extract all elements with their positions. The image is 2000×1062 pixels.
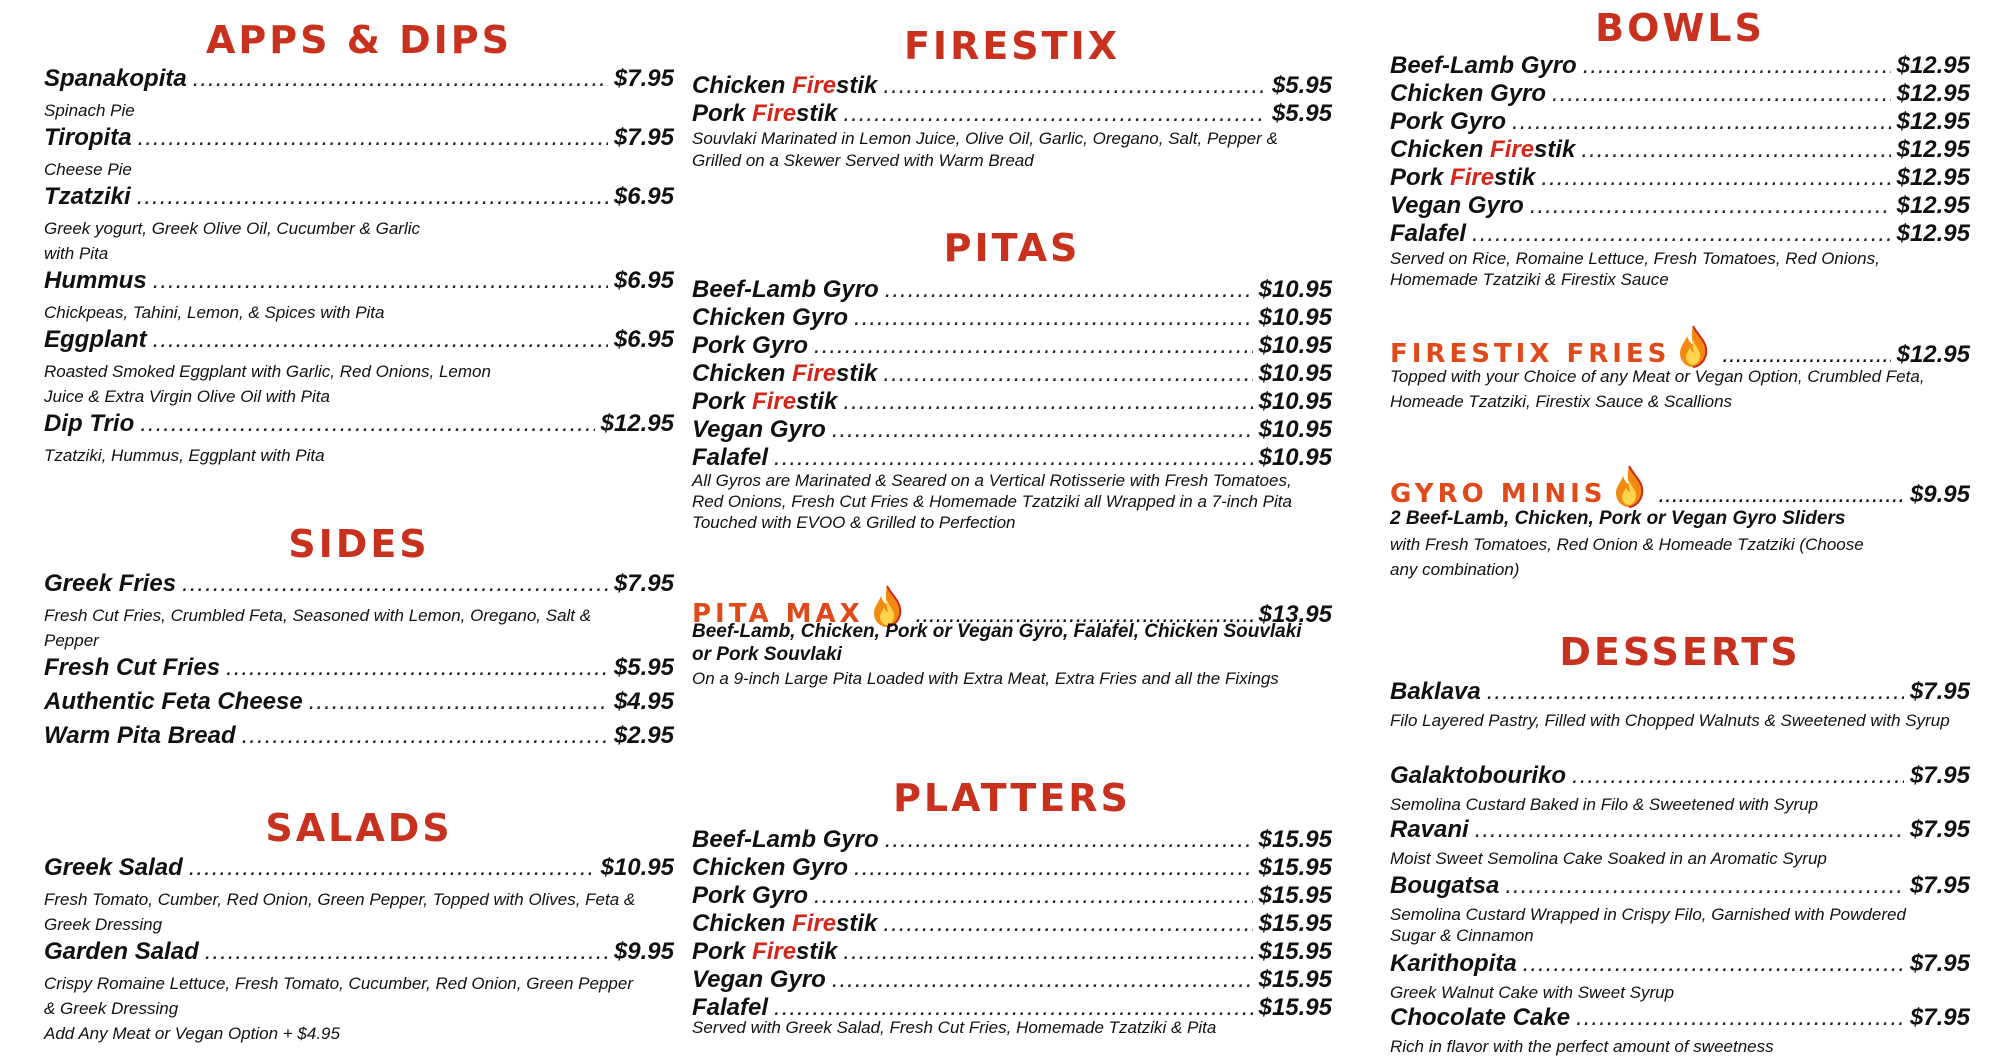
item-description: Semolina Custard Baked in Filo & Sweetened with Syrup [1390, 795, 1819, 814]
item-price: $7.95 [613, 65, 674, 92]
item-name: Dip Trio [44, 410, 135, 437]
section-heading-desserts: DESSERTS [1559, 630, 1801, 674]
section-heading-pitas: PITAS [943, 226, 1081, 270]
item-name: Hummus [44, 267, 147, 294]
special-name: FIRESTIX FRIES [1390, 339, 1671, 369]
item-name: Chocolate Cake [1390, 1004, 1571, 1031]
menu-item [692, 826, 1332, 854]
menu-item [1390, 164, 1970, 192]
special-name: PITA MAX [692, 599, 864, 629]
item-name: Pork Firestik [1390, 164, 1536, 191]
special-price: $9.95 [1909, 481, 1970, 508]
item-name: Garden Salad [44, 938, 199, 965]
item-price: $7.95 [1909, 762, 1970, 789]
menu-item-pork-firestik [692, 100, 1332, 128]
section-heading-platters: PLATTERS [893, 776, 1131, 820]
menu-item [1390, 192, 1970, 220]
item-description: Rich in flavor with the perfect amount of sweetness [1390, 1037, 1774, 1056]
flame-icon [1612, 464, 1646, 508]
leader-dots [242, 722, 608, 750]
item-price: $6.95 [613, 326, 674, 353]
menu-item [692, 444, 1332, 472]
special-description: On a 9-inch Large Pita Loaded with Extra Meat, Extra Fries and all the Fixings [692, 669, 1279, 688]
leader-dots [1658, 481, 1903, 509]
item-name: Chicken Firestik [692, 910, 878, 937]
special-description: with Fresh Tomatoes, Red Onion & Homeade Tzatziki (Choose any combination) [1390, 535, 1864, 579]
menu-item-feta-cheese [44, 688, 674, 716]
column-center [692, 0, 1332, 1062]
item-name: Pork Gyro [1390, 108, 1507, 135]
item-price: $10.95 [1258, 444, 1332, 471]
item-name: Chicken Gyro [1390, 80, 1547, 107]
special-name: GYRO MINIS [1390, 479, 1607, 509]
leader-dots [1530, 192, 1891, 220]
leader-dots [182, 570, 608, 598]
addon-note: Add Any Meat or Vegan Option + $4.95 [44, 1024, 340, 1043]
item-price: $15.95 [1258, 826, 1332, 853]
item-description: Cheese Pie [44, 160, 132, 179]
item-name: Vegan Gyro [692, 966, 826, 993]
item-price: $15.95 [1258, 910, 1332, 937]
item-price: $10.95 [1258, 304, 1332, 331]
leader-dots [1505, 872, 1904, 900]
item-name: Falafel [692, 994, 769, 1021]
section-heading-apps-dips: APPS & DIPS [206, 18, 512, 62]
item-description: Fresh Cut Fries, Crumbled Feta, Seasoned with Lemon, Oregano, Salt & Pepper [44, 606, 592, 650]
menu-item [692, 854, 1332, 882]
item-name: Eggplant [44, 326, 147, 353]
item-name: Chicken Firestik [692, 72, 878, 99]
item-price: $15.95 [1258, 966, 1332, 993]
section-description: Served on Rice, Romaine Lettuce, Fresh Tomatoes, Red Onions, Homemade Tzatziki & Firestix Sauce [1390, 249, 1880, 289]
item-price: $12.95 [1896, 80, 1970, 107]
leader-dots [1541, 164, 1890, 192]
menu-item-greek-fries [44, 570, 674, 598]
item-price: $12.95 [1896, 108, 1970, 135]
menu-item [1390, 80, 1970, 108]
menu-item [1390, 220, 1970, 248]
special-description: Topped with your Choice of any Meat or Vegan Option, Crumbled Feta, Homeade Tzatziki, Firestix Sauce & Scallions [1390, 367, 1925, 411]
leader-dots [854, 304, 1253, 332]
leader-dots [883, 360, 1252, 388]
item-price: $2.95 [613, 722, 674, 749]
leader-dots [843, 388, 1252, 416]
leader-dots [1512, 108, 1891, 136]
leader-dots [883, 910, 1252, 938]
item-name: Bougatsa [1390, 872, 1500, 899]
leader-dots [854, 854, 1253, 882]
leader-dots [153, 326, 608, 354]
menu-item [692, 360, 1332, 388]
menu-item-galaktobouriko [1390, 762, 1970, 790]
item-price: $10.95 [1258, 388, 1332, 415]
section-description: Served with Greek Salad, Fresh Cut Fries, Homemade Tzatziki & Pita [692, 1018, 1217, 1037]
item-description: Crispy Romaine Lettuce, Fresh Tomato, Cucumber, Red Onion, Green Pepper & Greek Dressing [44, 974, 633, 1018]
item-name: Ravani [1390, 816, 1469, 843]
item-name: Vegan Gyro [692, 416, 826, 443]
leader-dots [1487, 678, 1904, 706]
menu-item [692, 304, 1332, 332]
item-name: Karithopita [1390, 950, 1517, 977]
item-name: Chicken Gyro [692, 854, 849, 881]
special-bold-description: 2 Beef-Lamb, Chicken, Pork or Vegan Gyro Sliders [1390, 508, 1846, 529]
menu-item-eggplant [44, 326, 674, 354]
leader-dots [1583, 52, 1891, 80]
item-price: $12.95 [1896, 164, 1970, 191]
section-description: Souvlaki Marinated in Lemon Juice, Olive Oil, Garlic, Oregano, Salt, Pepper & Grilled on a Skewer Served with Warm Bread [692, 129, 1278, 170]
item-price: $15.95 [1258, 994, 1332, 1021]
item-price: $4.95 [613, 688, 674, 715]
leader-dots [1523, 950, 1904, 978]
menu-item [692, 388, 1332, 416]
menu-item-dip-trio [44, 410, 674, 438]
item-description: Filo Layered Pastry, Filled with Chopped Walnuts & Sweetened with Syrup [1390, 711, 1950, 730]
item-price: $7.95 [1909, 950, 1970, 977]
menu-item [692, 966, 1332, 994]
special-gyro-minis [1390, 458, 1970, 509]
item-price: $10.95 [1258, 416, 1332, 443]
item-price: $7.95 [613, 124, 674, 151]
item-name: Falafel [692, 444, 769, 471]
menu-item [1390, 52, 1970, 80]
menu-item-greek-salad [44, 854, 674, 882]
item-price: $7.95 [1909, 678, 1970, 705]
item-name: Beef-Lamb Gyro [1390, 52, 1577, 79]
item-name: Warm Pita Bread [44, 722, 236, 749]
item-name: Pork Gyro [692, 332, 809, 359]
item-description: Tzatziki, Hummus, Eggplant with Pita [44, 446, 325, 465]
special-firestix-fries [1390, 318, 1970, 369]
leader-dots [1572, 762, 1904, 790]
menu-item [1390, 108, 1970, 136]
item-price: $12.95 [600, 410, 674, 437]
leader-dots [226, 654, 608, 682]
menu-item [692, 416, 1332, 444]
item-price: $12.95 [1896, 220, 1970, 247]
item-name: Falafel [1390, 220, 1467, 247]
item-name: Fresh Cut Fries [44, 654, 221, 681]
menu-item-fresh-cut-fries [44, 654, 674, 682]
leader-dots [140, 410, 594, 438]
item-name: Pork Firestik [692, 388, 838, 415]
menu-item-baklava [1390, 678, 1970, 706]
leader-dots [137, 183, 608, 211]
special-bold-description: Beef-Lamb, Chicken, Pork or Vegan Gyro, Falafel, Chicken Souvlaki or Pork Souvlaki [692, 621, 1302, 665]
item-description: Spinach Pie [44, 101, 135, 120]
menu-item [692, 882, 1332, 910]
leader-dots [1581, 136, 1890, 164]
leader-dots [843, 100, 1266, 128]
item-name: Baklava [1390, 678, 1481, 705]
item-price: $12.95 [1896, 136, 1970, 163]
menu-item [692, 276, 1332, 304]
menu-item-spanakopita [44, 65, 674, 93]
leader-dots [193, 65, 608, 93]
item-price: $5.95 [1271, 100, 1332, 127]
item-price: $7.95 [1909, 872, 1970, 899]
flame-icon [1676, 324, 1710, 368]
special-price: $12.95 [1896, 341, 1970, 368]
item-price: $10.95 [1258, 276, 1332, 303]
column-left [44, 0, 674, 1062]
menu-item-tzatziki [44, 183, 674, 211]
item-name: Tzatziki [44, 183, 131, 210]
leader-dots [1552, 80, 1891, 108]
menu-item-ravani [1390, 816, 1970, 844]
item-price: $7.95 [1909, 1004, 1970, 1031]
item-price: $15.95 [1258, 854, 1332, 881]
leader-dots [885, 826, 1253, 854]
item-description: Moist Sweet Semolina Cake Soaked in an Aromatic Syrup [1390, 849, 1827, 868]
menu-item-chocolate-cake [1390, 1004, 1970, 1032]
item-name: Tiropita [44, 124, 132, 151]
item-name: Spanakopita [44, 65, 187, 92]
menu-item-karithopita [1390, 950, 1970, 978]
leader-dots [1576, 1004, 1904, 1032]
item-name: Galaktobouriko [1390, 762, 1567, 789]
section-heading-sides: SIDES [288, 522, 430, 566]
leader-dots [138, 124, 608, 152]
section-heading-bowls: BOWLS [1595, 6, 1765, 50]
item-name: Chicken Firestik [692, 360, 878, 387]
item-name: Chicken Firestik [1390, 136, 1576, 163]
menu-item-chicken-firestik [692, 72, 1332, 100]
item-name: Pork Firestik [692, 100, 838, 127]
column-right [1390, 0, 1970, 1062]
item-price: $7.95 [613, 570, 674, 597]
item-price: $5.95 [1271, 72, 1332, 99]
item-description: Greek yogurt, Greek Olive Oil, Cucumber & Garlic with Pita [44, 219, 421, 263]
leader-dots [885, 276, 1253, 304]
item-price: $7.95 [1909, 816, 1970, 843]
leader-dots [843, 938, 1252, 966]
leader-dots [814, 332, 1253, 360]
menu-item-bougatsa [1390, 872, 1970, 900]
item-name: Authentic Feta Cheese [44, 688, 303, 715]
leader-dots [1475, 816, 1904, 844]
item-name: Greek Salad [44, 854, 183, 881]
menu-item [692, 910, 1332, 938]
item-description: Roasted Smoked Eggplant with Garlic, Red Onions, Lemon Juice & Extra Virgin Olive Oil with Pita [44, 362, 491, 406]
item-description: Semolina Custard Wrapped in Crispy Filo, Garnished with Powdered Sugar & Cinnamon [1390, 905, 1906, 945]
item-name: Pork Firestik [692, 938, 838, 965]
menu-item-hummus [44, 267, 674, 295]
section-heading-salads: SALADS [265, 806, 453, 850]
leader-dots [814, 882, 1253, 910]
item-name: Beef-Lamb Gyro [692, 826, 879, 853]
item-description: Fresh Tomato, Cumber, Red Onion, Green Pepper, Topped with Olives, Feta & Greek Dressing [44, 890, 636, 934]
item-name: Chicken Gyro [692, 304, 849, 331]
item-price: $12.95 [1896, 52, 1970, 79]
item-price: $5.95 [613, 654, 674, 681]
menu-item-garden-salad [44, 938, 674, 966]
item-name: Vegan Gyro [1390, 192, 1524, 219]
leader-dots [1472, 220, 1891, 248]
item-price: $10.95 [1258, 360, 1332, 387]
leader-dots [883, 72, 1266, 100]
leader-dots [153, 267, 608, 295]
item-name: Pork Gyro [692, 882, 809, 909]
item-description: Chickpeas, Tahini, Lemon, & Spices with Pita [44, 303, 385, 322]
menu-item [692, 938, 1332, 966]
item-price: $15.95 [1258, 882, 1332, 909]
leader-dots [832, 966, 1253, 994]
item-description: Greek Walnut Cake with Sweet Syrup [1390, 983, 1675, 1002]
item-price: $12.95 [1896, 192, 1970, 219]
item-name: Beef-Lamb Gyro [692, 276, 879, 303]
leader-dots [774, 444, 1253, 472]
leader-dots [832, 416, 1253, 444]
leader-dots [205, 938, 608, 966]
item-price: $6.95 [613, 267, 674, 294]
leader-dots [309, 688, 608, 716]
item-price: $10.95 [600, 854, 674, 881]
special-price: $13.95 [1258, 601, 1332, 628]
item-price: $15.95 [1258, 938, 1332, 965]
menu-item [692, 332, 1332, 360]
item-price: $6.95 [613, 183, 674, 210]
item-price: $10.95 [1258, 332, 1332, 359]
menu-item-warm-pita-bread [44, 722, 674, 750]
menu-item-tiropita [44, 124, 674, 152]
leader-dots [189, 854, 595, 882]
section-heading-firestix: FIRESTIX [903, 24, 1121, 68]
section-description: All Gyros are Marinated & Seared on a Vertical Rotisserie with Fresh Tomatoes, Red Onions, Fresh Cut Fries & Homemade Tzatziki all Wrapped in a 7-inch Pita Touched with EVOO & Grilled to Perfection [692, 471, 1292, 532]
item-price: $9.95 [613, 938, 674, 965]
item-name: Greek Fries [44, 570, 177, 597]
menu-item [1390, 136, 1970, 164]
